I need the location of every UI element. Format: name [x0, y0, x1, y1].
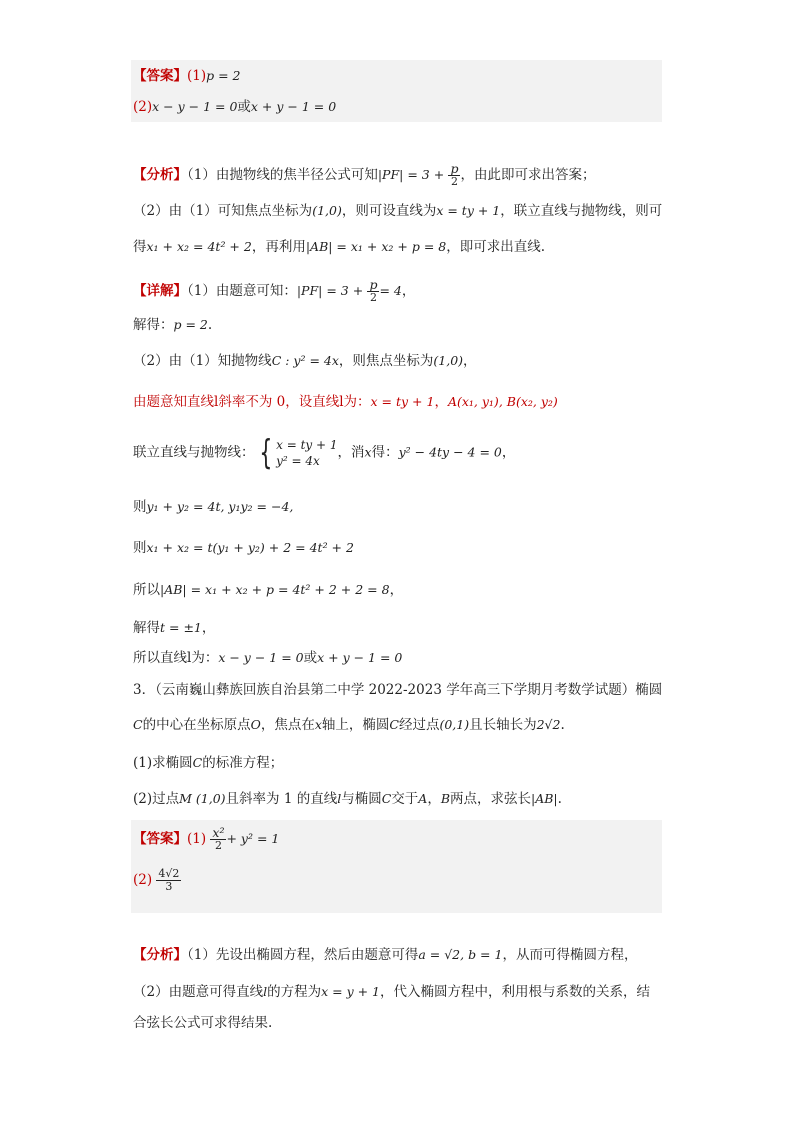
answer-label: 【答案】	[133, 831, 187, 847]
answer-2-line-2: (2) $\frac{4√2}{3}$	[133, 867, 180, 893]
problem-3-q2: (2)过点M (1,0)且斜率为 1 的直线l与椭圆C交于A，B两点，求弦长|AB|.	[133, 791, 562, 807]
fraction: $\frac{p}{2}$	[369, 277, 378, 304]
detail-1-line-3: （2）由（1）知抛物线C : y² = 4x，则焦点坐标为(1,0)，	[133, 353, 477, 369]
analysis-1-line-2: （2）由（1）可知焦点坐标为(1,0)，则可设直线为x = ty + 1，联立直线与抛物线，则可	[133, 203, 663, 219]
problem-3-line-1: 3．（云南巍山彝族回族自治县第二中学 2022-2023 学年高三下学期月考数学试题）椭圆	[133, 682, 663, 698]
analysis-label: 【分析】	[133, 167, 187, 183]
analysis-2-line-3: 合弦长公式可求得结果.	[133, 1015, 273, 1031]
system-brace: {	[258, 433, 272, 473]
answer-2-line-1: 【答案】(1) $\frac{\text{x²}}{2}$ + y² = 1	[133, 825, 280, 852]
fraction: $\frac{p}{2}$	[450, 161, 459, 188]
fraction: $\frac{4√2}{3}$	[158, 867, 180, 893]
detail-1-line-2: 解得：p = 2.	[133, 317, 213, 333]
answer-line-1: 【答案】(1)p = 2	[133, 68, 241, 84]
detail-1-line-10: 所以直线l为：x − y − 1 = 0或x + y − 1 = 0	[133, 650, 403, 666]
answer-line-2: (2)x − y − 1 = 0或x + y − 1 = 0	[133, 99, 337, 115]
analysis-2-line-2: （2）由题意可得直线l的方程为x = y + 1，代入椭圆方程中，利用根与系数的关系，结	[133, 984, 650, 1000]
answer-label: 【答案】	[133, 68, 187, 84]
analysis-1-line-3: 得x₁ + x₂ = 4t² + 2，再利用|AB| = x₁ + x₂ + p = 8，即可求出直线.	[133, 239, 546, 255]
analysis-1-line-1: 【分析】（1）由抛物线的焦半径公式可知|PF| = 3 + $\frac{p}{2}$ ，由此即可求出答案；	[133, 161, 596, 188]
equation-system: x = ty + 1 y² = 4x	[276, 438, 338, 468]
detail-1-line-9: 解得t = ±1，	[133, 620, 216, 636]
detail-1-line-1: 【详解】（1）由题意可知：|PF| = 3 + $\frac{p}{2}$ = 4，	[133, 277, 416, 304]
detail-label: 【详解】	[133, 283, 187, 299]
detail-1-line-7: 则x₁ + x₂ = t(y₁ + y₂) + 2 = 4t² + 2	[133, 540, 354, 556]
problem-3-q1: (1)求椭圆C的标准方程；	[133, 755, 284, 771]
detail-1-line-4: 由题意知直线l斜率不为 0，设直线l为：x = ty + 1，A(x₁, y₁), B(x₂, y₂)	[133, 394, 558, 410]
detail-1-line-5: 联立直线与抛物线： { x = ty + 1 y² = 4x ，消x得：y² − 4ty − 4 = 0，	[133, 433, 516, 473]
analysis-2-line-1: 【分析】（1）先设出椭圆方程，然后由题意可得a = √2, b = 1，从而可得椭圆方程，	[133, 947, 638, 963]
detail-1-line-8: 所以|AB| = x₁ + x₂ + p = 4t² + 2 + 2 = 8，	[133, 582, 404, 598]
detail-1-line-6: 则y₁ + y₂ = 4t, y₁y₂ = −4,	[133, 499, 294, 515]
fraction: $\frac{\text{x²}}{2}$	[212, 825, 225, 852]
problem-3-line-2: C的中心在坐标原点O，焦点在x轴上，椭圆C经过点(0,1)且长轴长为2√2.	[133, 717, 565, 733]
analysis-label: 【分析】	[133, 947, 187, 963]
